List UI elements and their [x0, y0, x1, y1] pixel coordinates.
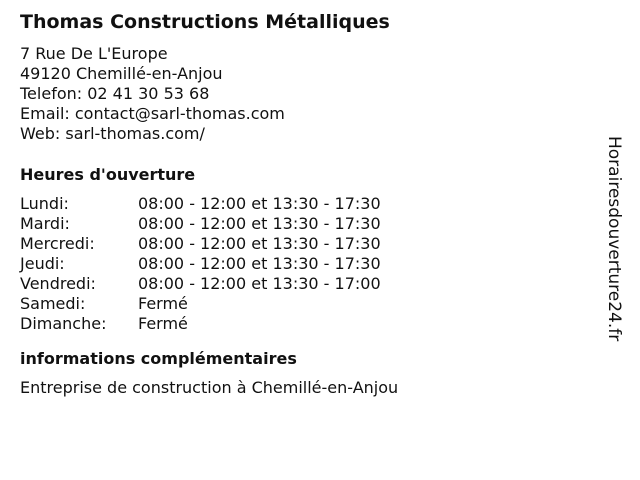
business-card: [20, 8, 590, 398]
day-label: Lundi:: [20, 194, 69, 213]
hours-value: 08:00 - 12:00 et 13:30 - 17:30: [138, 234, 381, 253]
street-address: 7 Rue De L'Europe: [20, 44, 168, 63]
hours-value: 08:00 - 12:00 et 13:30 - 17:30: [138, 194, 381, 213]
day-label: Vendredi:: [20, 274, 96, 293]
city-address: 49120 Chemillé-en-Anjou: [20, 64, 223, 83]
day-label: Jeudi:: [20, 254, 65, 273]
day-label: Dimanche:: [20, 314, 107, 333]
hours-row-sunday: [20, 314, 590, 334]
hours-value: Fermé: [138, 294, 188, 313]
additional-info-heading: informations complémentaires: [20, 349, 297, 368]
hours-value: 08:00 - 12:00 et 13:30 - 17:30: [138, 214, 381, 233]
hours-value: 08:00 - 12:00 et 13:30 - 17:30: [138, 254, 381, 273]
hours-row-monday: [20, 194, 590, 214]
day-label: Mardi:: [20, 214, 70, 233]
hours-row-saturday: [20, 294, 590, 314]
hours-row-friday: [20, 274, 590, 294]
opening-hours-table: [20, 194, 590, 334]
day-label: Mercredi:: [20, 234, 95, 253]
email-line[interactable]: Email: contact@sarl-thomas.com: [20, 104, 285, 123]
vertical-brand-text: Horairesdouverture24.fr: [604, 136, 624, 342]
hours-row-wednesday: [20, 234, 590, 254]
hours-row-tuesday: [20, 214, 590, 234]
additional-info-text: Entreprise de construction à Chemillé-en-Anjou: [20, 378, 399, 397]
hours-value: 08:00 - 12:00 et 13:30 - 17:00: [138, 274, 381, 293]
address-block: [20, 44, 590, 144]
website-line[interactable]: Web: sarl-thomas.com/: [20, 124, 205, 143]
hours-row-thursday: [20, 254, 590, 274]
opening-hours-heading: Heures d'ouverture: [20, 165, 196, 184]
business-name: Thomas Constructions Métalliques: [20, 11, 390, 33]
hours-value: Fermé: [138, 314, 188, 333]
day-label: Samedi:: [20, 294, 86, 313]
phone-line[interactable]: Telefon: 02 41 30 53 68: [20, 84, 210, 103]
